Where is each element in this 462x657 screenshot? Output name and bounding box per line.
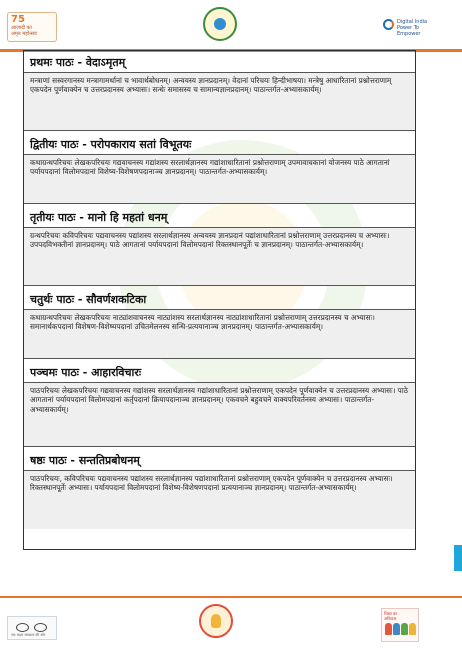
azadi-logo-number: 75 <box>11 14 25 25</box>
lesson-description: पाठपरिचयः लेखकपरिचयः गद्यवाचनस्य गद्यांशस्य सरलार्थज्ञानस्य गद्यांशाधारितानां प्रश्नोत्तराणाम् एकपदेन पूर्णवाक्येन च उत्तरप्रदानस्य अभ्यासः। पाठे आगतानां पर्यायपदानां विलोमपदानां कर्तृपदानां क्रियापदानाञ्च ज्ञानप्रदानम्। एकवचने बहुवचने वाक्यपरिवर्तनस्य अभ्यासः। पाठान्तर्गत-अभ्यासकार्यम्। <box>24 383 415 446</box>
lesson-title: तृतीयः पाठः - मानो हि महतां धनम् <box>24 206 415 228</box>
lesson-description: ग्रन्थपरिचयः कविपरिचयः पद्यवाचनस्य पद्यांशस्य सरलार्थज्ञानस्य अन्वयस्य ज्ञानप्रदानं पद्यांशाधारितानां प्रश्नोत्तराणाम् उत्तरप्रदानस्य च अभ्यासः। उपपदविभक्तीनां ज्ञानप्रदानम्। पाठे आगतानां पर्यायपदानां विलोमपदानां रिक्तस्थानपूर्तेः च ज्ञानप्रदानम्। पाठान्तर्गत-अभ्यासकार्यम्। <box>24 228 415 285</box>
beti-padhao-emblem-icon <box>199 604 233 638</box>
lesson-row <box>24 449 415 529</box>
lesson-description: पाठपरिचयः, कविपरिचयः पद्यवाचनस्य पद्यांशस्य सरलार्थज्ञानस्य पद्यांशाधारितानां प्रश्नोत्तराणाम् एकपदेन पूर्णवाक्येन च उत्तरप्रदानस्य अभ्यासः। रिक्तस्थानपूर्तेः अभ्यासः। पर्यायपदानां विलोमपदानां विशेष्य-विशेषणपदानां प्रत्ययानाञ्च ज्ञानप्रदानम्। पाठान्तर्गत-अभ्यासकार्यम्। <box>24 471 415 529</box>
lesson-title: द्वितीयः पाठः - परोपकाराय सतां विभूतयः <box>24 133 415 155</box>
page-footer <box>0 596 462 657</box>
side-bookmark-tab <box>454 545 462 571</box>
children-reading-icon <box>385 623 415 635</box>
lesson-title: चतुर्थः पाठः - सौवर्णशकटिका <box>24 288 415 310</box>
lesson-row <box>24 206 415 286</box>
lesson-divider <box>24 358 415 359</box>
lesson-description: कथाग्रन्थपरिचयः लेखकपरिचयः नाट्यांशवाचनस्य नाट्यांशस्य सरलार्थज्ञानस्य नाट्यांशाधारितानां प्रश्नोत्तराणाम् उत्तरप्रदानस्य च अभ्यासः। समानार्थकपदानां विशेषण-विशेष्यपदानां उचितमेलनस्य सन्धि-प्रत्ययानाञ्च ज्ञानप्रदानम्। पाठान्तर्गत-अभ्यासकार्यम्। <box>24 310 415 358</box>
digital-india-mark-icon <box>383 19 394 30</box>
lesson-divider <box>24 130 415 131</box>
shiksha-ka-adhikar-logo <box>381 608 419 642</box>
swachh-bharat-logo <box>7 616 57 640</box>
digital-india-logo <box>383 17 429 37</box>
lesson-title: प्रथमः पाठः - वेदाऽमृतम् <box>24 51 415 73</box>
syllabus-table <box>23 50 416 550</box>
digital-india-line2: Power To Empower <box>397 25 421 37</box>
lesson-description: कथाग्रन्थपरिचयः लेखकपरिचयः गद्यवाचनस्य गद्यांशस्य सरलार्थज्ञानस्य गद्यांशाधारितानां प्रश्नोत्तराणाम् उपमावाचकानां योजनस्य पाठे आगतानां पर्यायपदानां विलोमपदानां विशेष्य-विशेषणपदानाञ्च ज्ञानप्रदानम्। पाठान्तर्गत-अभ्यासकार्यम्। <box>24 155 415 203</box>
swachh-caption: एक कदम स्वच्छता की ओर <box>11 633 46 637</box>
azadi-logo-line2: अमृत महोत्सव <box>11 31 37 37</box>
board-emblem-icon <box>203 7 237 41</box>
footer-divider <box>0 596 462 598</box>
gandhi-glasses-icon <box>14 623 50 633</box>
lesson-title: पञ्चमः पाठः - आहारविचारः <box>24 361 415 383</box>
lesson-divider <box>24 285 415 286</box>
page-header <box>0 0 462 52</box>
lesson-row <box>24 133 415 204</box>
lesson-title: षष्ठः पाठः - सन्ततिप्रबोधनम् <box>24 449 415 471</box>
siksha-line2: अधिकार <box>384 616 397 621</box>
lesson-row <box>24 361 415 447</box>
lesson-row <box>24 51 415 131</box>
siksha-line1: शिक्षा का <box>384 611 398 616</box>
digital-india-line1: Digital India <box>397 19 428 25</box>
lesson-row <box>24 288 415 359</box>
lesson-divider <box>24 446 415 447</box>
lesson-divider <box>24 203 415 204</box>
azadi-logo-line1: आज़ादी का <box>11 25 32 31</box>
azadi-ka-amrit-mahotsav-logo <box>7 12 57 42</box>
lesson-description: मन्त्राणां सस्वरगानस्य मन्त्रागामर्थानां च भावार्थबोधनम्। अन्वयस्य ज्ञानप्रदानम्। वेदानां परिचयः हिन्दीभाषया। मन्त्रेषु आधारितानां प्रश्नोत्तराणाम् एकपदेन पूर्णवाक्येन च उत्तरप्रदानस्य अभ्यासः। सन्धेः समासस्य च सामान्यज्ञानप्रदानम्। पाठान्तर्गत-अभ्यासकार्यम्। <box>24 73 415 130</box>
